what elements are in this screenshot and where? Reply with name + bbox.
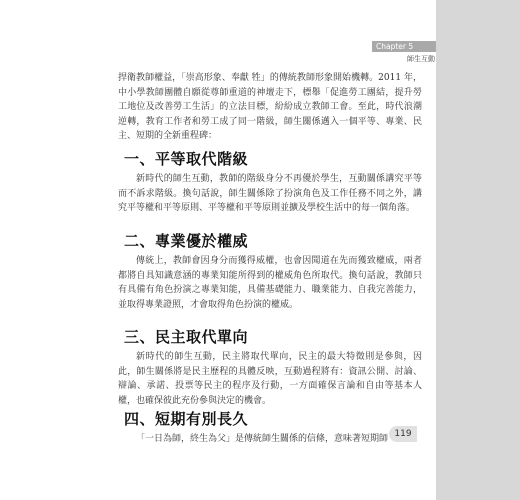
chapter-label: Chapter 5 [372,41,436,52]
section-paragraph: 傳統上，教師會因身分而獲得威權，也會因聞道在先而獲致權威，兩者都將自具知識意涵的專業知能所得到的權威角色所取代。換句話說，教師只有具備有角色扮演之專業知能，具備基礎能力、職業能力、自我完善能力，並取得專業證照，才會取得角色扮演的權威。 [118,256,422,310]
chapter-title: 師生互動 [407,55,435,63]
section-heading: 一、平等取代階級 [124,150,249,168]
section-heading: 四、短期有別長久 [124,410,249,428]
page-edge-strip [436,0,520,500]
section-paragraph: 新時代的師生互動，教師的階級身分不再優於學生，互動關係講究平等而不訴求階級。換句話說，師生關係除了扮演角色及工作任務不同之外，講究平等權和平等原則、平等權和平等原則並擴及學校生活中的每一個角落。 [118,174,422,214]
page-number: 119 [389,426,417,442]
section-paragraph: 「一日為師，終生為父」是傳統師生關係的信條，意味著短期師 [136,434,389,444]
section-paragraph: 新時代的師生互動，民主將取代單向，民主的最大特徵則是參與，因此，師生關係將是民主歷程的具體反映，互動過程將有：資訊公開、討論、辯論、承諾、投票等民主的程序及行動，一方面確保言論和自由等基本人權，也確保彼此充份參與決定的機會。 [118,352,422,406]
intro-paragraph: 捍衛教師權益，「崇高形象、奉獻 牲」的傳統教師形象開始機轉。2011 年，中小學教師團體自願從尊師重道的神壇走下，標舉「促進勞工團結，提升勞工地位及改善勞工生活」的立法目標，紛紛成立教師工會。至此，時代浪潮逆轉，教育工作者和勞工成了同一階級，師生關係邁入一個平等、專業、民主、短期的全新重程碑： [118,73,422,142]
section-heading: 三、民主取代單向 [124,328,249,346]
section-heading: 二、專業優於權威 [124,232,249,250]
